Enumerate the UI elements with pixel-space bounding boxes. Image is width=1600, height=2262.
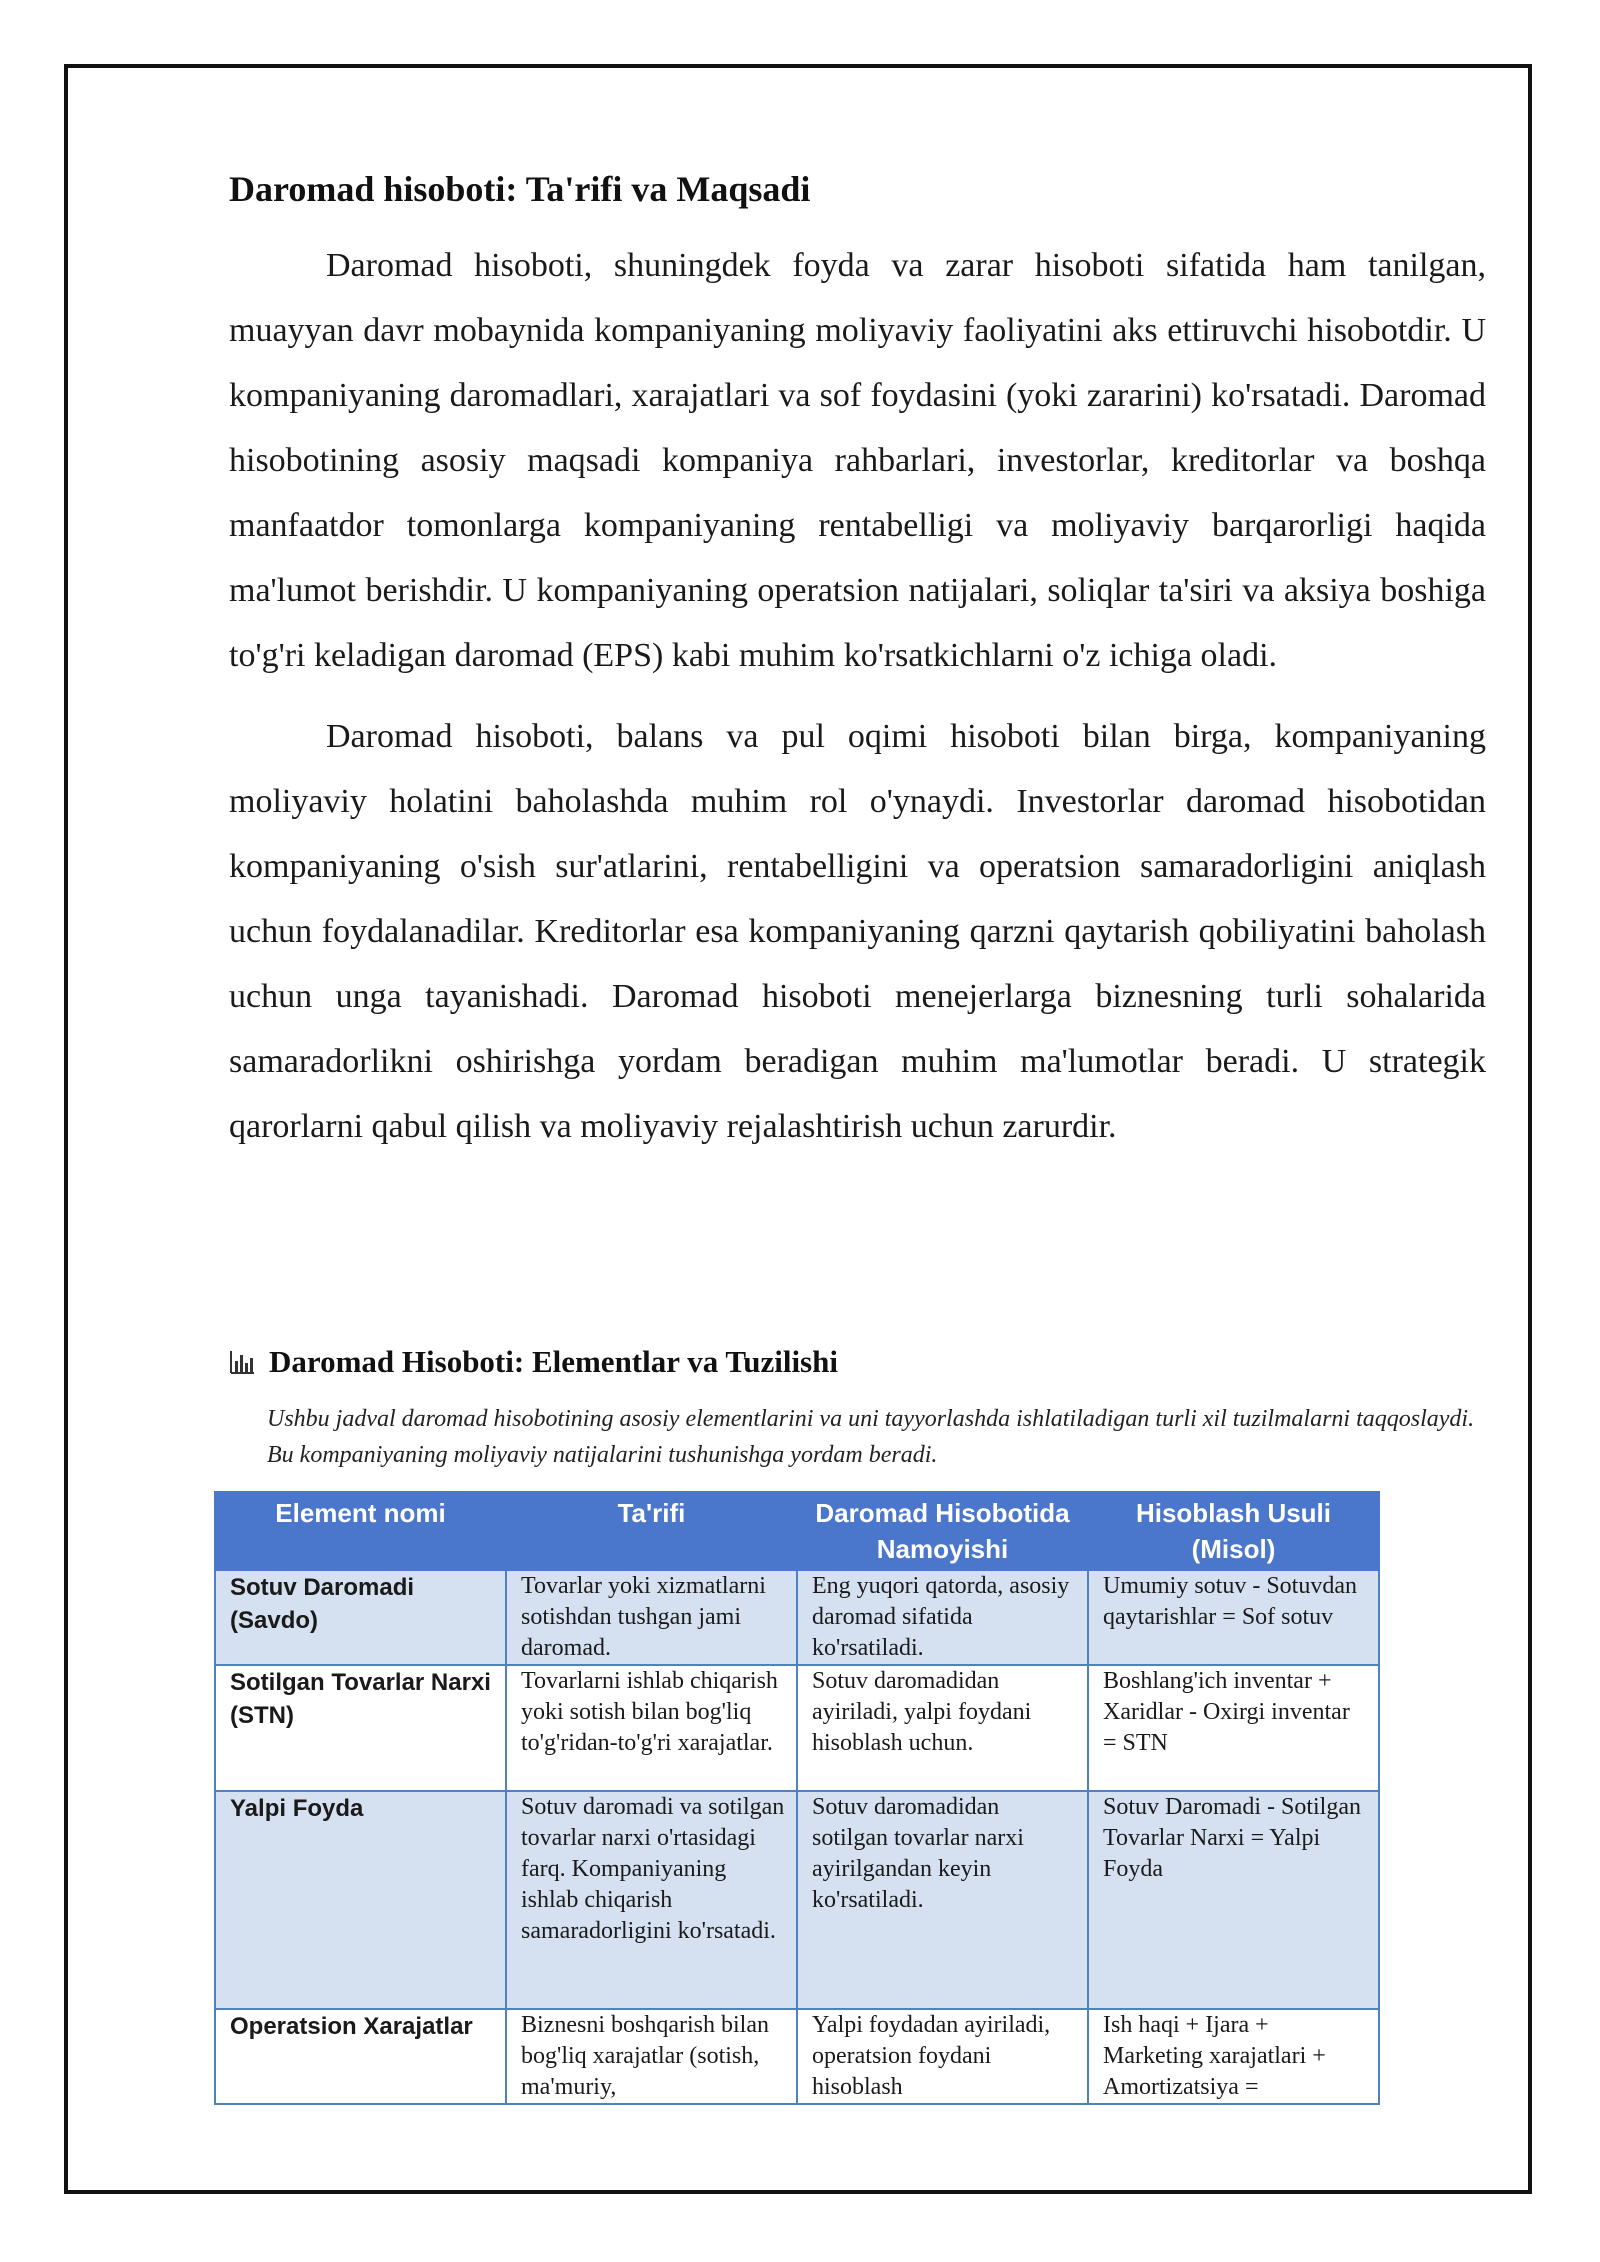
table-row: [215, 1665, 1379, 1791]
table-heading-text: Daromad Hisoboti: Elementlar va Tuzilishi: [269, 1344, 838, 1379]
cell-definition: Tovarlarni ishlab chiqarish yoki sotish bilan bog'liq to'g'ridan-to'g'ri xarajatlar.: [506, 1665, 797, 1791]
cell-element-name: Yalpi Foyda: [215, 1791, 506, 2009]
table-row: [215, 1791, 1379, 2009]
column-header-element-name: Element nomi: [215, 1492, 506, 1570]
cell-definition: Sotuv daromadi va sotilgan tovarlar narxi o'rtasidagi farq. Kompaniyaning ishlab chiqarish samaradorligini ko'rsatadi.: [506, 1791, 797, 2009]
paragraph-1: Daromad hisoboti, shuningdek foyda va zarar hisoboti sifatida ham tanilgan, muayyan davr mobaynida kompaniyaning moliyaviy faoliyatini aks ettiruvchi hisobotdir. U kompaniyaning daromadlari, xarajatlari va sof foydasini (yoki zararini) ko'rsatadi. Daromad hisobotining asosiy maqsadi kompaniya rahbarlari, investorlar, kreditorlar va boshqa manfaatdor tomonlarga kompaniyaning rentabelligi va moliyaviy barqarorligi haqida ma'lumot berishdir. U kompaniyaning operatsion natijalari, soliqlar ta'siri va aksiya boshiga to'g'ri keladigan daromad (EPS) kabi muhim ko'rsatkichlarni o'z ichiga oladi.: [229, 247, 1486, 675]
document-body: [229, 168, 1486, 1175]
cell-element-name: Operatsion Xarajatlar: [215, 2009, 506, 2104]
column-header-presentation: Daromad Hisobotida Namoyishi: [797, 1492, 1088, 1570]
cell-calculation: Ish haqi + Ijara + Marketing xarajatlari + Amortizatsiya =: [1088, 2009, 1379, 2104]
table-caption: Ushbu jadval daromad hisobotining asosiy elementlarini va uni tayyorlashda ishlatiladigan turli xil tuzilmalarni taqqoslaydi. Bu kompaniyaning moliyaviy natijalarini tushunishga yordam beradi.: [267, 1406, 1475, 1468]
cell-presentation: Sotuv daromadidan sotilgan tovarlar narxi ayirilgandan keyin ko'rsatiladi.: [797, 1791, 1088, 2009]
cell-calculation: Sotuv Daromadi - Sotilgan Tovarlar Narxi = Yalpi Foyda: [1088, 1791, 1379, 2009]
table-heading: [229, 1344, 838, 1380]
cell-calculation: Boshlang'ich inventar + Xaridlar - Oxirgi inventar = STN: [1088, 1665, 1379, 1791]
cell-element-name: Sotuv Daromadi (Savdo): [215, 1570, 506, 1665]
cell-element-name: Sotilgan Tovarlar Narxi (STN): [215, 1665, 506, 1791]
cell-presentation: Yalpi foydadan ayiriladi, operatsion foydani hisoblash: [797, 2009, 1088, 2104]
column-header-definition: Ta'rifi: [506, 1492, 797, 1570]
column-header-calculation: Hisoblash Usuli (Misol): [1088, 1492, 1379, 1570]
cell-presentation: Eng yuqori qatorda, asosiy daromad sifatida ko'rsatiladi.: [797, 1570, 1088, 1665]
table-row: [215, 2009, 1379, 2104]
cell-definition: Biznesni boshqarish bilan bog'liq xarajatlar (sotish, ma'muriy,: [506, 2009, 797, 2104]
table-header-row: [215, 1492, 1379, 1570]
bar-chart-icon: [229, 1349, 255, 1375]
paragraph-2: Daromad hisoboti, balans va pul oqimi hisoboti bilan birga, kompaniyaning moliyaviy holatini baholashda muhim rol o'ynaydi. Investorlar daromad hisobotidan kompaniyaning o'sish sur'atlarini, rentabelligini va operatsion samaradorligini aniqlash uchun foydalanadilar. Kreditorlar esa kompaniyaning qarzni qaytarish qobiliyatini baholash uchun unga tayanishadi. Daromad hisoboti menejerlarga biznesning turli sohalarida samaradorlikni oshirishga yordam beradigan muhim ma'lumotlar beradi. U strategik qarorlarni qabul qilish va moliyaviy rejalashtirish uchun zarurdir.: [229, 718, 1486, 1146]
cell-definition: Tovarlar yoki xizmatlarni sotishdan tushgan jami daromad.: [506, 1570, 797, 1665]
elements-table: [214, 1491, 1380, 2105]
section-title: Daromad hisoboti: Ta'rifi va Maqsadi: [229, 169, 811, 209]
cell-presentation: Sotuv daromadidan ayiriladi, yalpi foydani hisoblash uchun.: [797, 1665, 1088, 1791]
table-row: [215, 1570, 1379, 1665]
cell-calculation: Umumiy sotuv - Sotuvdan qaytarishlar = Sof sotuv: [1088, 1570, 1379, 1665]
